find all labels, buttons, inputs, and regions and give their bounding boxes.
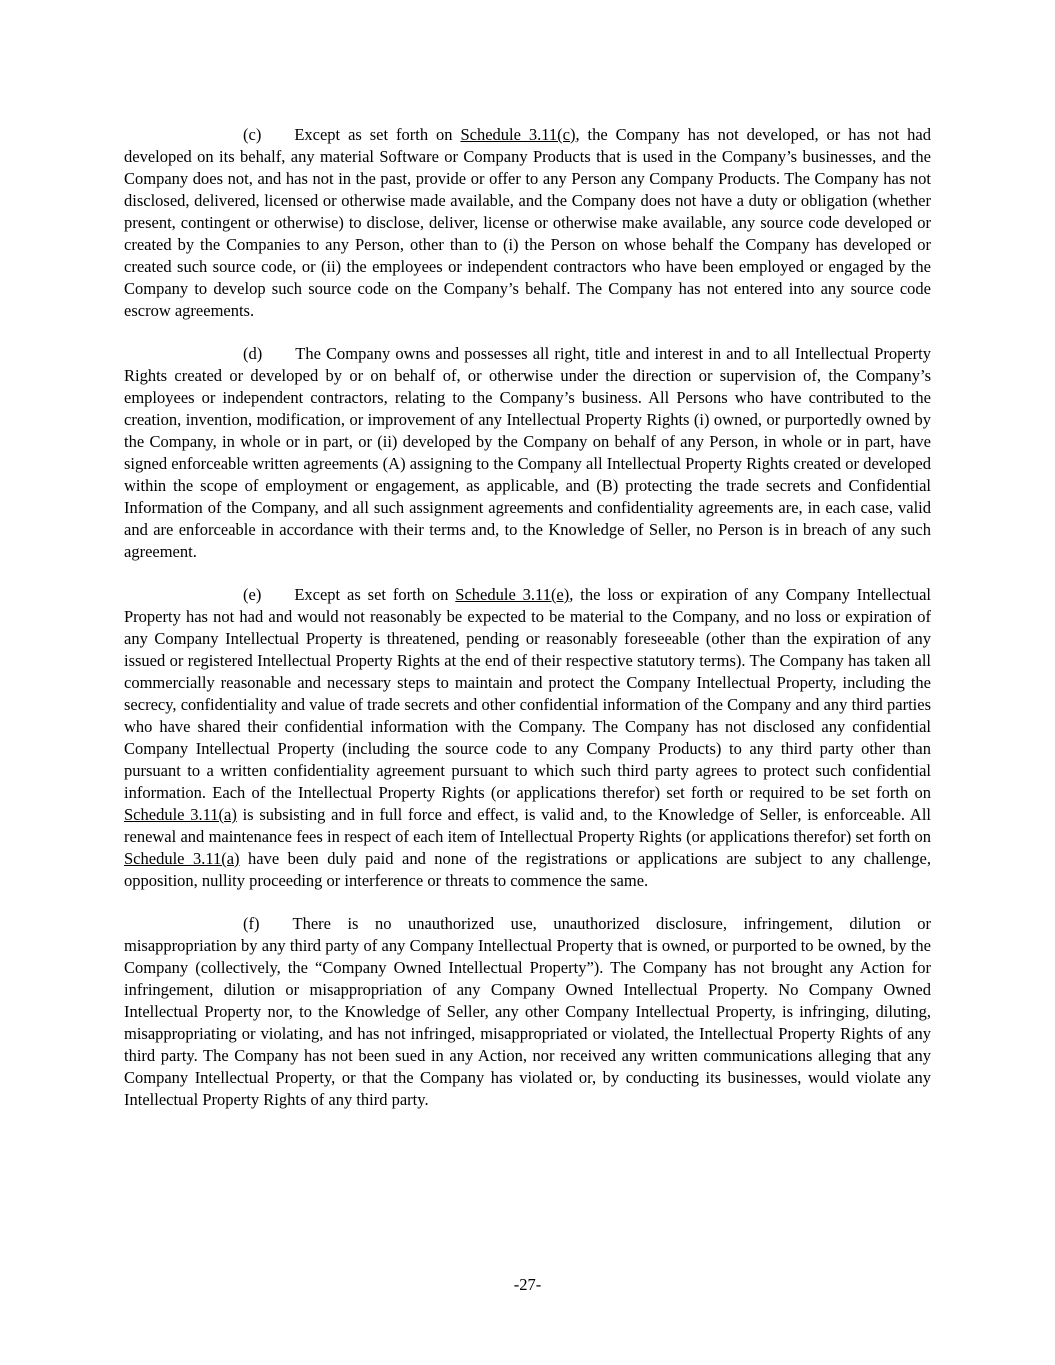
schedule-reference: Schedule 3.11(a) <box>124 805 237 824</box>
paragraph-f-label: (f) <box>243 914 260 933</box>
paragraph-e-label: (e) <box>243 585 262 604</box>
paragraph-e-text: Except as set forth on Schedule 3.11(e), the loss or expiration of any Company Intellectual Property has not had and would not reasonably be expected to be material to the Company, and no loss or expiration of any Company Intellectual Property is threatened, pending or reasonably foreseeable (other than the expiration of any issued or registered Intellectual Property Rights at the end of their respective statutory terms). The Company has taken all commercially reasonable and necessary steps to maintain and protect the Company Intellectual Property, including the secrecy, confidentiality and value of trade secrets and other confidential information of the Company and any third parties who have shared their confidential information with the Company. The Company has not disclosed any confidential Company Intellectual Property (including the source code to any Company Products) to any third party other than pursuant to a written confidentiality agreement pursuant to which such third party agrees to protect such confidential information. Each of the Intellectual Property Rights (or applications therefor) set forth or required to be set forth on Schedule 3.11(a) is subsisting and in full force and effect, is valid and, to the Knowledge of Seller, is enforceable. All renewal and maintenance fees in respect of each item of Intellectual Property Rights (or applications therefor) set forth on Schedule 3.11(a) have been duly paid and none of the registrations or applications are subject to any challenge, opposition, nullity proceeding or interference or threats to commence the same. <box>124 585 932 890</box>
paragraph-c <box>124 124 931 322</box>
paragraph-d-label: (d) <box>243 344 263 363</box>
schedule-reference: Schedule 3.11(e) <box>455 585 570 604</box>
paragraph-d <box>124 343 931 563</box>
paragraph-f <box>124 913 931 1111</box>
paragraph-e <box>124 584 931 892</box>
paragraph-f-text: There is no unauthorized use, unauthorized disclosure, infringement, dilution or misappropriation by any third party of any Company Intellectual Property that is owned, or purported to be owned, by the Company (collectively, the “Company Owned Intellectual Property”). The Company has not brought any Action for infringement, dilution or misappropriation of any Company Owned Intellectual Property. No Company Owned Intellectual Property nor, to the Knowledge of Seller, any other Company Intellectual Property, is infringing, diluting, misappropriating or violating, and has not infringed, misappropriated or violated, the Intellectual Property Rights of any third party. The Company has not been sued in any Action, nor received any written communications alleging that any Company Intellectual Property, or that the Company has violated or, by conducting its businesses, would violate any Intellectual Property Rights of any third party. <box>124 914 931 1109</box>
paragraph-d-text: The Company owns and possesses all right, title and interest in and to all Intellectual Property Rights created or developed by or on behalf of, or otherwise under the direction or supervision of, the Company’s employees or independent contractors, relating to the Company’s business. All Persons who have contributed to the creation, invention, modification, or improvement of any Intellectual Property Rights (i) owned, or purportedly owned by the Company, in whole or in part, or (ii) developed by the Company on behalf of any Person, in whole or in part, have signed enforceable written agreements (A) assigning to the Company all Intellectual Property Rights created or developed within the scope of employment or engagement, as applicable, and (B) protecting the trade secrets and Confidential Information of the Company, and all such assignment agreements and confidentiality agreements are, in each case, valid and are enforceable in accordance with their terms and, to the Knowledge of Seller, no Person is in breach of any such agreement. <box>124 344 931 561</box>
paragraph-c-label: (c) <box>243 125 262 144</box>
schedule-reference: Schedule 3.11(a) <box>124 849 240 868</box>
page-number: -27- <box>513 1275 542 1294</box>
paragraph-c-text: Except as set forth on Schedule 3.11(c), the Company has not developed, or has not had developed on its behalf, any material Software or Company Products that is used in the Company’s businesses, and the Company does not, and has not in the past, provide or offer to any Person any Company Products. The Company has not disclosed, delivered, licensed or otherwise made available, and the Company does not have a duty or obligation (whether present, contingent or otherwise) to disclose, deliver, license or otherwise make available, any source code developed or created by the Companies to any Person, other than to (i) the Person on whose behalf the Company has developed or created such source code, or (ii) the employees or independent contractors who have been employed or engaged by the Company to develop such source code on the Company’s behalf. The Company has not entered into any source code escrow agreements. <box>124 125 931 320</box>
schedule-reference: Schedule 3.11(c) <box>460 125 576 144</box>
